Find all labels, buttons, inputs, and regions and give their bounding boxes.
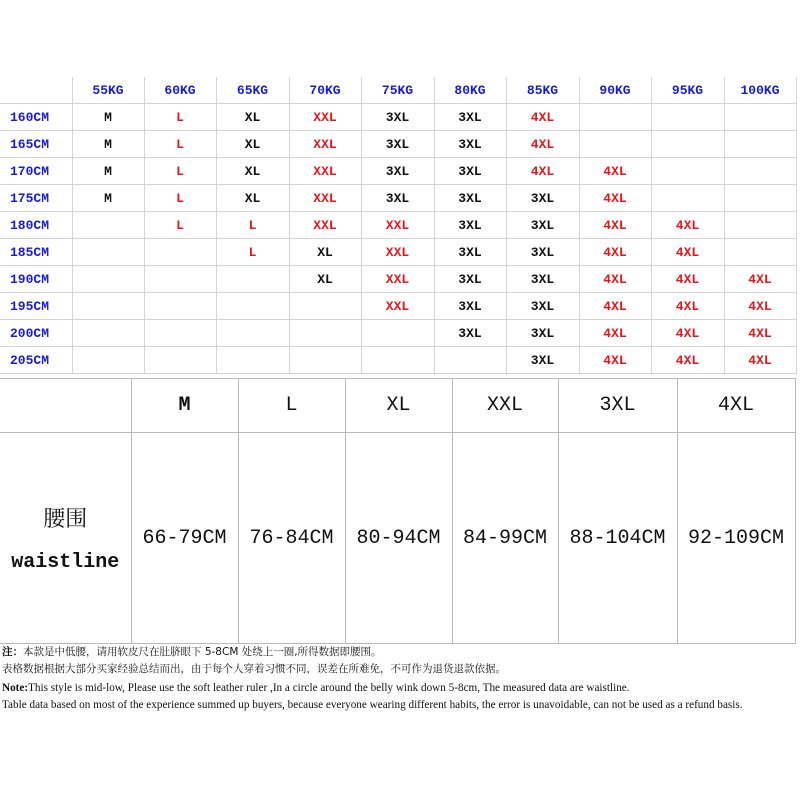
size-cell (72, 239, 144, 266)
height-label: 175CM (0, 185, 72, 212)
size-cell: M (72, 158, 144, 185)
size-cell: 3XL (506, 185, 579, 212)
size-cell (216, 347, 289, 374)
size-grid-row (0, 320, 796, 347)
size-cell: 4XL (651, 266, 724, 293)
size-cell (216, 266, 289, 293)
size-cell: 3XL (434, 239, 506, 266)
note-en-line-1 (2, 680, 800, 697)
size-cell: XXL (361, 266, 434, 293)
size-cell: XL (289, 239, 361, 266)
waistline-label-cell (0, 433, 131, 644)
size-cell: 3XL (434, 320, 506, 347)
size-cell (651, 185, 724, 212)
height-label: 205CM (0, 347, 72, 374)
note-en-prefix: Note: (2, 682, 29, 694)
size-cell (579, 104, 651, 131)
size-cell: 4XL (651, 320, 724, 347)
size-cell: 3XL (361, 158, 434, 185)
size-cell: M (72, 131, 144, 158)
size-cell (724, 158, 796, 185)
weight-header: 100KG (724, 77, 796, 104)
weight-header: 70KG (289, 77, 361, 104)
size-grid-body (0, 104, 796, 374)
size-grid-row (0, 293, 796, 320)
size-cell: 4XL (579, 347, 651, 374)
size-cell: L (216, 239, 289, 266)
note-en-text-1: This style is mid-low, Please use the soft leather ruler ,In a circle around the belly wink down 5-8cm, The measured data are waistline. (28, 682, 630, 694)
size-cell (144, 320, 216, 347)
size-cell: 3XL (506, 320, 579, 347)
size-cell: XXL (361, 293, 434, 320)
size-cell (724, 239, 796, 266)
size-cell (289, 293, 361, 320)
size-cell: 4XL (651, 212, 724, 239)
notes-section (2, 644, 800, 714)
weight-header: 90KG (579, 77, 651, 104)
size-cell: 3XL (434, 131, 506, 158)
size-cell (434, 347, 506, 374)
size-cell: 4XL (651, 293, 724, 320)
waistline-table (0, 378, 796, 644)
size-cell: XXL (289, 158, 361, 185)
size-cell: 3XL (361, 131, 434, 158)
size-cell (72, 347, 144, 374)
height-weight-size-grid (0, 77, 797, 374)
waistline-label-en: waistline (11, 551, 120, 574)
size-cell: 4XL (651, 239, 724, 266)
size-cell: 4XL (579, 293, 651, 320)
size-cell: 3XL (434, 158, 506, 185)
waist-corner-cell (0, 379, 131, 433)
height-label: 195CM (0, 293, 72, 320)
size-cell: 4XL (579, 212, 651, 239)
size-cell: M (72, 104, 144, 131)
size-cell (72, 266, 144, 293)
note-zh-text-1: 本款是中低腰，请用软皮尺在肚脐眼下 5-8CM 处绕上一圈,所得数据即腰围。 (23, 646, 382, 658)
size-grid-row (0, 347, 796, 374)
height-label: 165CM (0, 131, 72, 158)
size-cell: XXL (289, 212, 361, 239)
weight-header: 85KG (506, 77, 579, 104)
size-cell (289, 320, 361, 347)
height-label: 190CM (0, 266, 72, 293)
size-cell: 3XL (361, 104, 434, 131)
size-cell: 4XL (579, 239, 651, 266)
size-cell: L (144, 158, 216, 185)
size-grid-row (0, 131, 796, 158)
size-cell (724, 185, 796, 212)
size-grid-row (0, 185, 796, 212)
size-cell: XXL (361, 212, 434, 239)
size-cell: 3XL (506, 347, 579, 374)
size-grid-row (0, 266, 796, 293)
height-label: 185CM (0, 239, 72, 266)
size-cell: L (216, 212, 289, 239)
waist-value: 76-84CM (238, 433, 345, 644)
size-cell: 4XL (506, 104, 579, 131)
size-cell: 4XL (579, 158, 651, 185)
size-cell: 4XL (506, 131, 579, 158)
size-grid-row (0, 158, 796, 185)
corner-cell (0, 77, 72, 104)
size-cell (144, 347, 216, 374)
weight-header-row (0, 77, 796, 104)
size-cell: L (144, 212, 216, 239)
size-cell (724, 131, 796, 158)
waist-size-header: XL (345, 379, 452, 433)
size-cell: 4XL (724, 320, 796, 347)
waistline-label-zh: 腰围 (43, 507, 88, 532)
size-cell (72, 320, 144, 347)
waist-size-header: M (131, 379, 238, 433)
waist-value: 88-104CM (558, 433, 677, 644)
size-cell (216, 320, 289, 347)
size-cell (651, 158, 724, 185)
size-cell (361, 347, 434, 374)
size-cell: 4XL (579, 185, 651, 212)
weight-header: 65KG (216, 77, 289, 104)
weight-header: 60KG (144, 77, 216, 104)
size-cell: 3XL (434, 185, 506, 212)
waist-size-header: 4XL (677, 379, 795, 433)
size-cell: M (72, 185, 144, 212)
size-cell (144, 239, 216, 266)
size-cell (651, 104, 724, 131)
size-cell: 4XL (579, 266, 651, 293)
size-cell (144, 293, 216, 320)
size-cell: XXL (289, 104, 361, 131)
size-cell (72, 293, 144, 320)
size-cell: XL (216, 131, 289, 158)
height-label: 170CM (0, 158, 72, 185)
waist-size-header-row (0, 379, 795, 433)
size-cell: XXL (289, 185, 361, 212)
size-cell: 4XL (724, 293, 796, 320)
size-cell: L (144, 185, 216, 212)
size-cell: XXL (289, 131, 361, 158)
size-cell: L (144, 104, 216, 131)
size-grid-row (0, 239, 796, 266)
note-zh-line-1 (2, 644, 800, 661)
size-cell: XXL (361, 239, 434, 266)
size-cell: 4XL (724, 266, 796, 293)
note-en-line-2: Table data based on most of the experience summed up buyers, because everyone wearing different habits, the error is unavoidable, can not be used as a refund basis. (2, 699, 743, 711)
size-cell (579, 131, 651, 158)
waist-size-header: L (238, 379, 345, 433)
weight-header: 75KG (361, 77, 434, 104)
weight-header: 55KG (72, 77, 144, 104)
size-cell: 3XL (506, 212, 579, 239)
size-cell (724, 104, 796, 131)
size-cell (289, 347, 361, 374)
size-cell: 3XL (434, 293, 506, 320)
size-cell (72, 212, 144, 239)
waist-size-header: XXL (452, 379, 558, 433)
size-cell: 4XL (724, 347, 796, 374)
waist-value: 84-99CM (452, 433, 558, 644)
size-cell: XL (216, 104, 289, 131)
size-cell: 3XL (506, 239, 579, 266)
size-cell: 3XL (506, 266, 579, 293)
weight-header: 95KG (651, 77, 724, 104)
size-cell: XL (289, 266, 361, 293)
size-cell (651, 131, 724, 158)
size-cell: XL (216, 158, 289, 185)
size-cell: L (144, 131, 216, 158)
note-zh-line-2: 表格数据根据大部分买家经验总结而出，由于每个人穿着习惯不同，误差在所难免，不可作为退货退款依据。 (2, 663, 506, 675)
size-cell (144, 266, 216, 293)
height-label: 200CM (0, 320, 72, 347)
size-cell (724, 212, 796, 239)
size-cell: 3XL (434, 104, 506, 131)
size-cell (216, 293, 289, 320)
waist-size-header: 3XL (558, 379, 677, 433)
size-grid-row (0, 212, 796, 239)
size-cell: 4XL (579, 320, 651, 347)
waist-value: 66-79CM (131, 433, 238, 644)
height-label: 180CM (0, 212, 72, 239)
size-cell: 4XL (506, 158, 579, 185)
size-cell: 4XL (651, 347, 724, 374)
height-label: 160CM (0, 104, 72, 131)
size-cell: 3XL (434, 212, 506, 239)
waist-value-row (0, 433, 795, 644)
waist-value: 92-109CM (677, 433, 795, 644)
note-zh-prefix: 注： (2, 646, 23, 658)
size-cell: XL (216, 185, 289, 212)
waist-value: 80-94CM (345, 433, 452, 644)
size-grid-row (0, 104, 796, 131)
weight-header: 80KG (434, 77, 506, 104)
size-cell: 3XL (434, 266, 506, 293)
size-cell (361, 320, 434, 347)
size-cell: 3XL (506, 293, 579, 320)
size-cell: 3XL (361, 185, 434, 212)
